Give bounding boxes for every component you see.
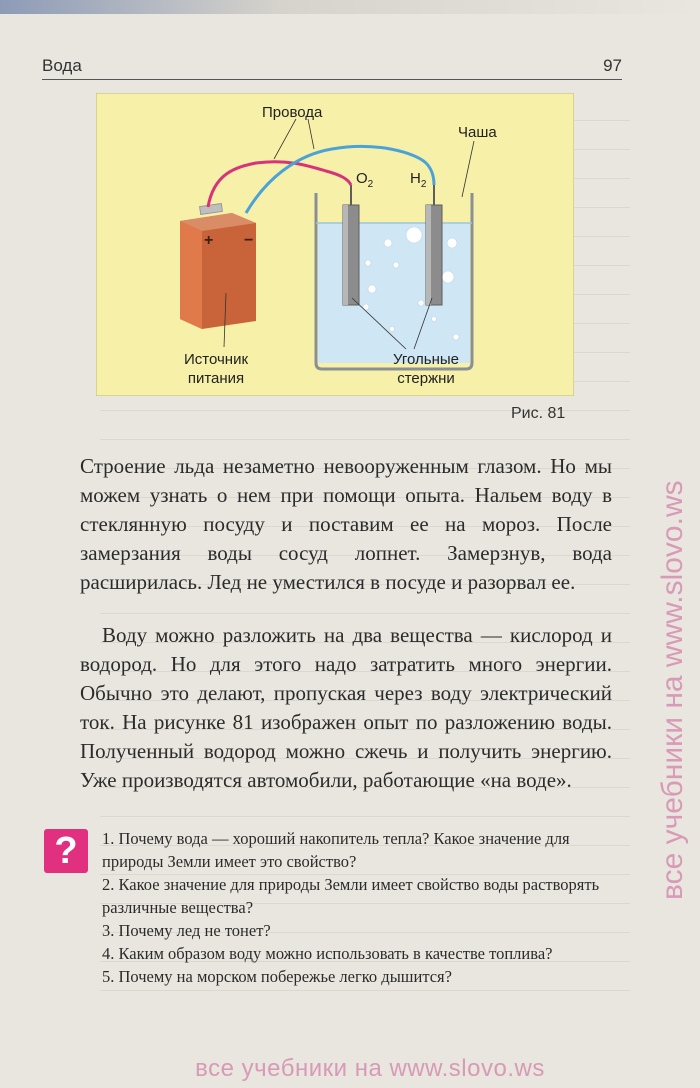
bubble: [453, 334, 459, 340]
electrolysis-diagram: [96, 93, 574, 396]
questions-icon: [44, 829, 88, 873]
bubble: [442, 271, 454, 283]
label-hydrogen: $H_2$: [410, 170, 427, 190]
paragraph-electrolysis: Воду можно разложить на два вещества — кислород и водород. Но для этого надо затратить много энергии. Обычно это делают, пропуская через воду электрический ток. На рисунке 81 изображен опыт по разложению воды. Полученный водород можно сжечь и получить энергию. Уже производятся автомобили, работающие «на воде».: [80, 623, 612, 792]
section-title: Вода: [42, 56, 82, 75]
label-rods-2: стержни: [397, 370, 455, 387]
label-bowl: Чаша: [458, 124, 497, 141]
bubble: [406, 227, 422, 243]
bubble: [384, 239, 392, 247]
plus-sign: +: [204, 232, 214, 249]
watermark-side: [640, 160, 700, 920]
battery-front: [180, 221, 202, 329]
label-rods-1: Угольные: [393, 351, 459, 368]
question-item: 1. Почему вода — хороший накопитель тепла? Какое значение для природы Земли имеет это свойство?: [102, 829, 570, 871]
bubble: [447, 238, 457, 248]
watermark-bottom: все учебники на www.slovo.ws: [195, 1055, 545, 1082]
questions-list: [102, 827, 622, 988]
question-item: 5. Почему на морском побережье легко дышится?: [102, 967, 452, 986]
figure-caption: Рис. 81: [511, 405, 566, 422]
label-wires: Провода: [262, 104, 323, 121]
question-item: 2. Какое значение для природы Земли имеет свойство воды растворять различные вещества?: [102, 875, 600, 917]
label-oxygen: $O_2$: [356, 170, 374, 190]
bubble: [432, 317, 437, 322]
label-power-source-1: Источник: [183, 351, 249, 368]
electrolysis-figure: [96, 93, 574, 396]
bubble: [393, 262, 399, 268]
question-item: 4. Каким образом воду можно использовать в качестве топлива?: [102, 944, 553, 963]
header-rule: [42, 79, 622, 80]
watermark-side-svg: [640, 160, 700, 920]
page-number: 97: [603, 56, 622, 75]
minus-sign: −: [244, 232, 254, 249]
battery: [180, 204, 256, 329]
question-item: 3. Почему лед не тонет?: [102, 921, 271, 940]
rod-right-highlight: [426, 205, 431, 305]
watermark-side-text: все учебники на www.slovo.ws: [656, 480, 689, 900]
question-mark-icon: ?: [54, 830, 78, 872]
label-power-source-2: питания: [187, 370, 245, 387]
top-edge-strip: [0, 0, 700, 14]
bubble: [368, 285, 376, 293]
bubble: [390, 327, 395, 332]
page-header: [42, 52, 622, 78]
rod-left-highlight: [343, 205, 348, 305]
paragraph-ice: Строение льда незаметно невооруженным глазом. Но мы можем узнать о нем при помощи опыта. Нальем воду в стеклянную посуду и поставим ее на мороз. После замерзания воды сосуд лопнет. Замерзнув, вода расширилась. Лед не уместился в посуде и разорвал ее.: [80, 454, 612, 594]
bubble: [418, 300, 424, 306]
bubble: [365, 260, 371, 266]
